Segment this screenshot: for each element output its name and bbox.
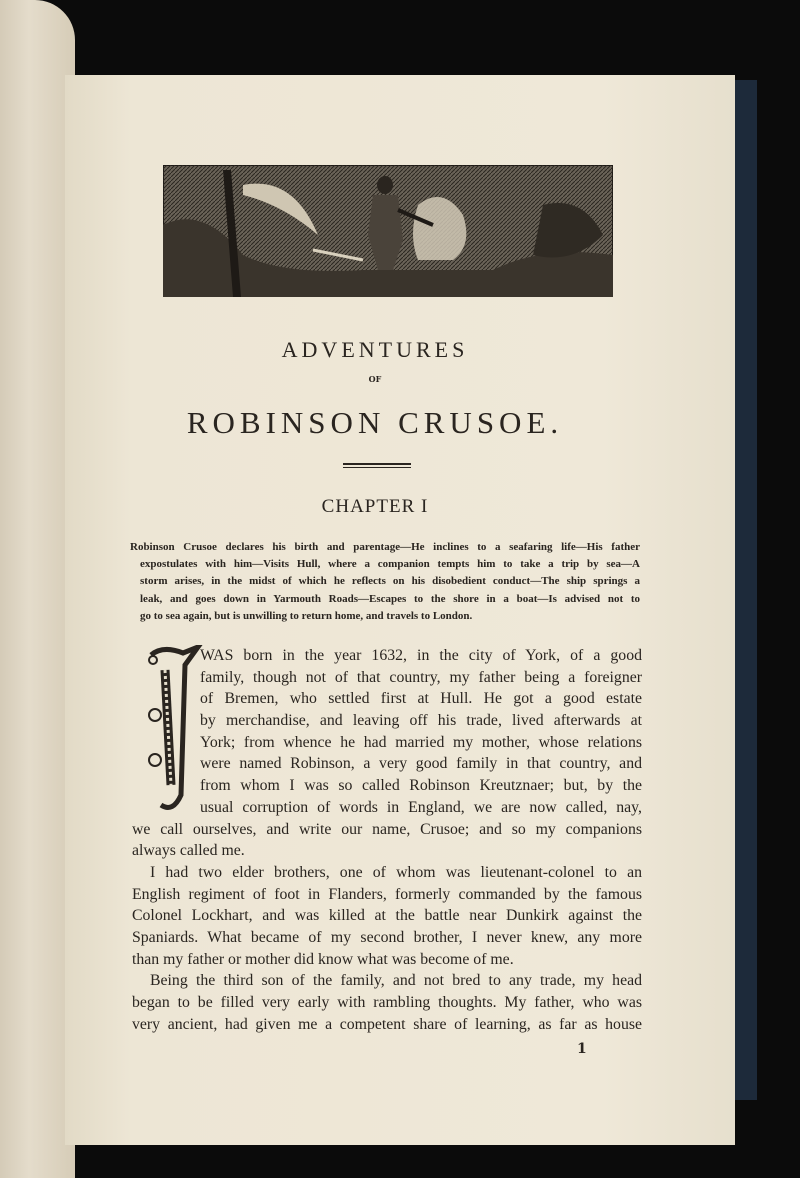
chapter-heading: CHAPTER I: [321, 496, 429, 517]
text-line: usual corruption of words in England, we are now called, nay,: [200, 798, 642, 816]
text-line: family, though not of that country, my father being a foreigner: [200, 668, 642, 686]
text-line: Being the third son of the family, and not bred to any trade, my head: [150, 972, 642, 990]
text-line: Colonel Lockhart, and was killed at the battle near Dunkirk against the: [132, 907, 642, 925]
synopsis-line: leak, and goes down in Yarmouth Roads—Escapes to the shore in a boat—Is advised not to: [140, 592, 640, 605]
text-line: York; from whence he had married my mother, whose relations: [200, 733, 642, 751]
text-line: were named Robinson, a very good family in that country, and: [200, 755, 642, 773]
synopsis-line: Robinson Crusoe declares his birth and parentage—He inclines to a seafaring life—His father: [130, 541, 640, 553]
page-number: 1: [577, 1041, 587, 1057]
text-line: always called me.: [132, 842, 245, 860]
book-title-robinson-crusoe: ROBINSON CRUSOE.: [186, 405, 564, 440]
text-line: of Bremen, who settled first at Hull. He got a good estate: [200, 690, 642, 708]
facing-page-edge: [0, 0, 75, 1178]
book-title-adventures: ADVENTURES: [281, 337, 469, 362]
book-title-of: OF: [368, 374, 382, 384]
text-line: from whom I was so called Robinson Kreutznaer; but, by the: [200, 777, 642, 795]
text-line: WAS born in the year 1632, in the city of York, of a good: [200, 647, 642, 664]
synopsis-line: storm arises, in the midst of which he reflects on his disobedient conduct—The ship springs a: [140, 575, 640, 588]
synopsis-line: expostulates with him—Visits Hull, where a companion tempts him to take a trip by sea—A: [140, 558, 640, 571]
text-line: we call ourselves, and write our name, Crusoe; and so my companions: [132, 820, 642, 838]
chapter-synopsis: [130, 539, 640, 625]
text-line: English regiment of foot in Flanders, formerly commanded by the famous: [132, 885, 642, 903]
crusoe-campfire-engraving: [163, 165, 613, 297]
text-line: I had two elder brothers, one of whom was lieutenant-colonel to an: [150, 863, 642, 881]
text-line: began to be filled very early with rambling thoughts. My father, who was: [132, 994, 642, 1011]
synopsis-line: go to sea again, but is unwilling to return home, and travels to London.: [140, 609, 473, 622]
chapter-text: [132, 645, 642, 1035]
text-line: by merchandise, and leaving off his trade, lived afterwards at: [200, 712, 642, 730]
title-divider: [343, 463, 411, 468]
text-line: very ancient, had given me a competent share of learning, as far as house: [132, 1015, 642, 1033]
book-page: [65, 75, 735, 1145]
text-line: than my father or mother did know what was become of me.: [132, 950, 514, 968]
text-line: Spaniards. What became of my second brother, I never knew, any more: [132, 928, 642, 946]
